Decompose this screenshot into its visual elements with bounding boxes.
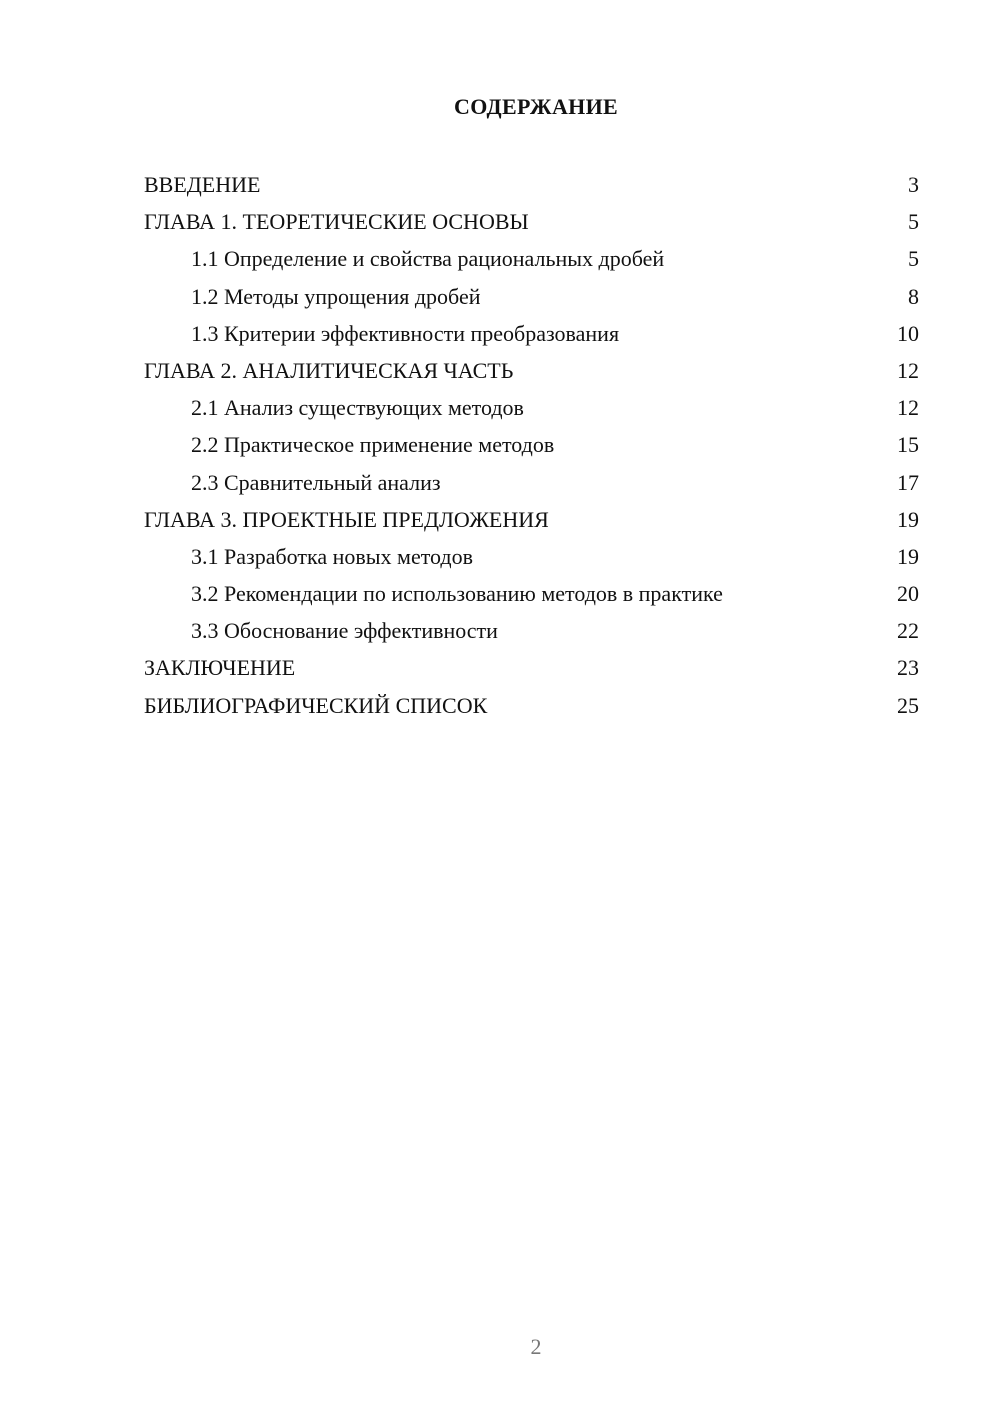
toc-entry-page-number: 8 xyxy=(908,283,919,309)
toc-chapter-entry xyxy=(144,203,919,240)
toc-entry-page-number: 10 xyxy=(897,320,919,346)
toc-chapter-entry xyxy=(144,352,919,389)
toc-entry-page-number: 17 xyxy=(897,469,919,495)
page-title: СОДЕРЖАНИЕ xyxy=(454,94,618,119)
toc-section-entry xyxy=(144,315,919,352)
toc-entry-label: ЗАКЛЮЧЕНИЕ xyxy=(144,655,296,681)
toc-entry-label: 1.2 Методы упрощения дробей xyxy=(191,283,481,309)
toc-entry-page-number: 19 xyxy=(897,506,919,532)
toc-entry-page-number: 22 xyxy=(897,618,919,644)
toc-section-entry xyxy=(144,575,919,612)
toc-section-entry xyxy=(144,278,919,315)
toc-entry-label: БИБЛИОГРАФИЧЕСКИЙ СПИСОК xyxy=(144,692,488,718)
toc-entry-label: 1.1 Определение и свойства рациональных дробей xyxy=(191,246,665,272)
toc-entry-label: 1.3 Критерии эффективности преобразования xyxy=(191,320,620,346)
table-of-contents xyxy=(144,166,919,724)
toc-section-entry xyxy=(144,240,919,277)
toc-entry-label: 2.3 Сравнительный анализ xyxy=(191,469,441,495)
toc-entry-page-number: 5 xyxy=(908,209,919,235)
toc-section-entry xyxy=(144,426,919,463)
toc-entry-page-number: 20 xyxy=(897,581,919,607)
toc-section-entry xyxy=(144,538,919,575)
toc-entry-label: 2.2 Практическое применение методов xyxy=(191,432,555,458)
toc-entry-page-number: 12 xyxy=(897,395,919,421)
toc-entry-label: ГЛАВА 1. ТЕОРЕТИЧЕСКИЕ ОСНОВЫ xyxy=(144,209,529,235)
toc-chapter-entry xyxy=(144,649,919,686)
page-number: 2 xyxy=(530,1334,542,1359)
toc-chapter-entry xyxy=(144,166,919,203)
toc-entry-page-number: 5 xyxy=(908,246,919,272)
toc-entry-page-number: 15 xyxy=(897,432,919,458)
toc-entry-label: ГЛАВА 3. ПРОЕКТНЫЕ ПРЕДЛОЖЕНИЯ xyxy=(144,506,549,532)
toc-section-entry xyxy=(144,389,919,426)
toc-section-entry xyxy=(144,612,919,649)
toc-entry-label: 3.2 Рекомендации по использованию методов в практике xyxy=(191,581,723,607)
toc-chapter-entry xyxy=(144,501,919,538)
toc-entry-page-number: 12 xyxy=(897,357,919,383)
toc-entry-label: 2.1 Анализ существующих методов xyxy=(191,395,524,421)
toc-entry-page-number: 3 xyxy=(908,172,919,197)
toc-entry-label: 3.1 Разработка новых методов xyxy=(191,543,473,569)
toc-entry-page-number: 23 xyxy=(897,655,919,681)
toc-section-entry xyxy=(144,464,919,501)
toc-entry-label: 3.3 Обоснование эффективности xyxy=(191,618,498,644)
toc-entry-page-number: 25 xyxy=(897,692,919,718)
toc-entry-label: ГЛАВА 2. АНАЛИТИЧЕСКАЯ ЧАСТЬ xyxy=(144,357,514,383)
toc-entry-page-number: 19 xyxy=(897,543,919,569)
toc-entry-label: ВВЕДЕНИЕ xyxy=(144,172,261,197)
toc-chapter-entry xyxy=(144,687,919,724)
